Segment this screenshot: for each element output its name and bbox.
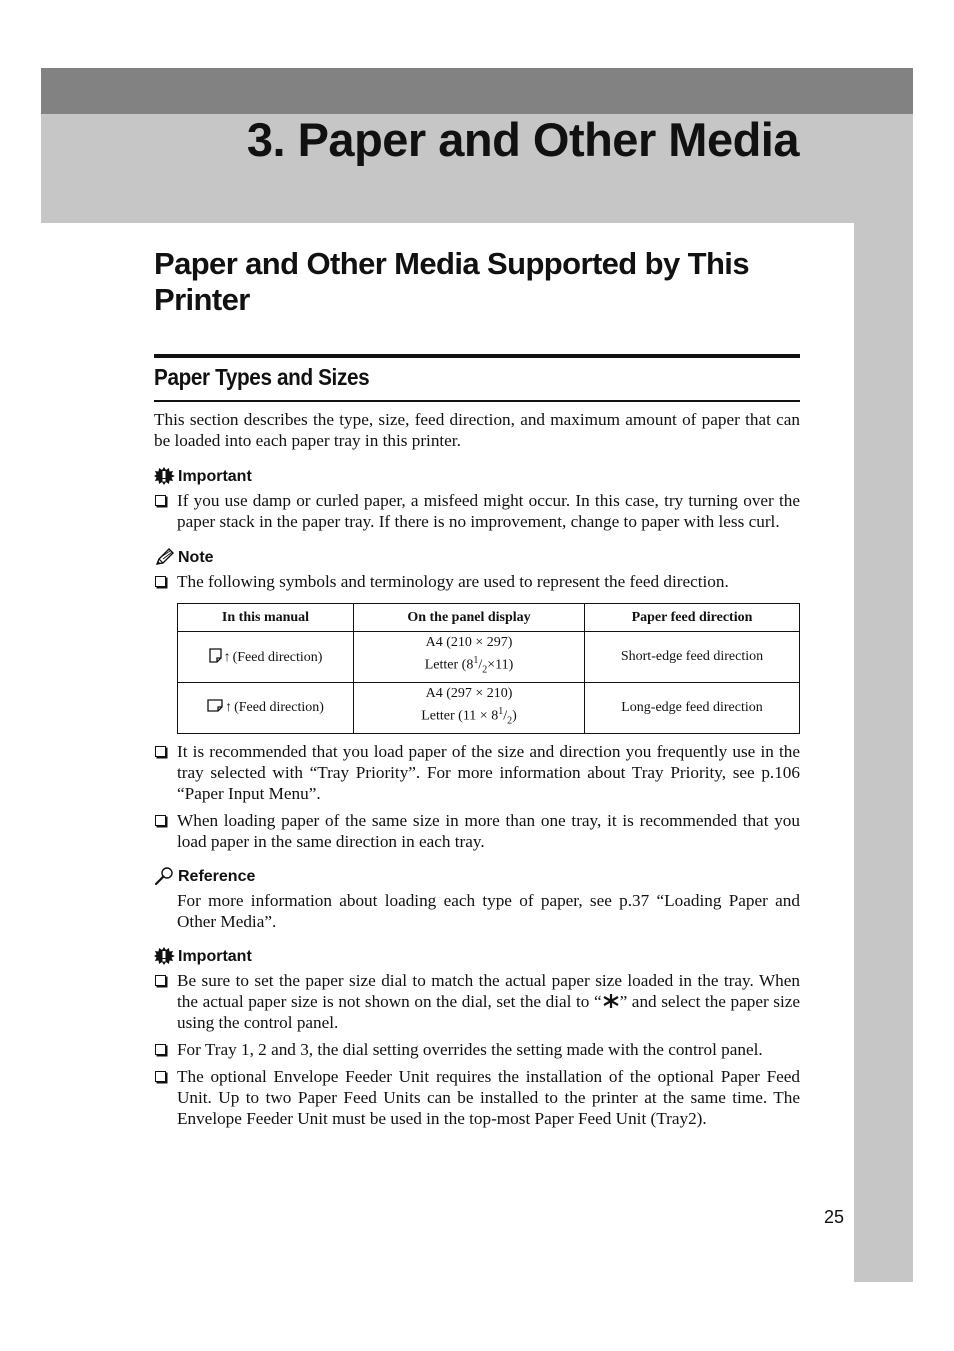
- list-item: The following symbols and terminology are used to represent the feed direction.: [154, 571, 800, 592]
- chapter-title: 3. Paper and Other Media: [246, 113, 799, 166]
- note-label: [154, 547, 800, 567]
- checkbox-bullet-icon: [155, 975, 166, 986]
- note-label-text: Note: [178, 548, 214, 566]
- table-cell-direction: Short-edge feed direction: [585, 632, 800, 683]
- important-icon: [154, 466, 176, 486]
- section-title: Paper and Other Media Supported by This Printer: [154, 246, 749, 317]
- reference-label: [154, 866, 800, 886]
- table-row: [178, 632, 800, 683]
- landscape-sheet-icon: [207, 700, 223, 715]
- list-item: It is recommended that you load paper of the size and direction you frequently use in the tray selected with “Tray Priority”. For more information about Tray Priority, see p.106 “Paper Input Menu”.: [154, 741, 800, 804]
- page-content: [154, 409, 800, 1129]
- note-list-continued: [154, 741, 800, 852]
- note-list: [154, 571, 800, 592]
- list-item: Be sure to set the paper size dial to match the actual paper size loaded in the tray. When the actual paper size is not shown on the dial, set the dial to “ ” and select the paper size using the control panel.: [154, 970, 800, 1033]
- page-number: 25: [824, 1207, 845, 1227]
- list-item: The optional Envelope Feeder Unit requires the installation of the optional Paper Feed Unit. Up to two Paper Feed Units can be installed to the printer at the same time. The Envelope Feeder Unit must be used in the top-most Paper Feed Unit (Tray2).: [154, 1066, 800, 1129]
- feed-arrow-icon: ↑: [225, 700, 233, 715]
- feed-direction-table: [177, 603, 800, 734]
- table-cell-panel: A4 (210 × 297) Letter $(8^1/_2\times 11)$: [354, 632, 585, 683]
- list-item: If you use damp or curled paper, a misfeed might occur. In this case, try turning over the paper stack in the paper tray. If there is no improvement, change to paper with less curl.: [154, 490, 800, 532]
- checkbox-bullet-icon: [155, 1071, 166, 1082]
- important-label: [154, 946, 800, 966]
- table-row: [178, 683, 800, 734]
- table-header: In this manual: [178, 604, 354, 632]
- table-cell-panel: A4 (297 × 210) Letter $(11 \times 8^1/_2)$: [354, 683, 585, 734]
- reference-label-text: Reference: [178, 867, 256, 885]
- table-cell-direction: Long-edge feed direction: [585, 683, 800, 734]
- important-list: [154, 490, 800, 532]
- checkbox-bullet-icon: [155, 576, 166, 587]
- important-label: [154, 466, 800, 486]
- subsection-rule: [154, 400, 800, 402]
- chapter-band-dark: [41, 68, 913, 114]
- feed-arrow-icon: ↑: [223, 649, 231, 665]
- magnifier-icon: [154, 866, 176, 886]
- list-item: For Tray 1, 2 and 3, the dial setting overrides the setting made with the control panel.: [154, 1039, 800, 1060]
- checkbox-bullet-icon: [155, 746, 166, 757]
- asterisk-dial-icon: [602, 992, 620, 1011]
- table-cell-manual: ↑ (Feed direction): [178, 632, 354, 683]
- table-header: On the panel display: [354, 604, 585, 632]
- important-label-text: Important: [178, 947, 252, 965]
- subsection-title: Paper Types and Sizes: [154, 364, 370, 390]
- list-item: When loading paper of the same size in more than one tray, it is recommended that you load paper in the same direction in each tray.: [154, 810, 800, 852]
- checkbox-bullet-icon: [155, 495, 166, 506]
- important-label-text: Important: [178, 467, 252, 485]
- side-margin-band: [854, 223, 913, 1282]
- checkbox-bullet-icon: [155, 815, 166, 826]
- important-icon: [154, 946, 176, 966]
- portrait-sheet-icon: [209, 650, 222, 665]
- reference-text: For more information about loading each type of paper, see p.37 “Loading Paper and Other Media”.: [177, 891, 800, 931]
- section-rule: [154, 354, 800, 358]
- checkbox-bullet-icon: [155, 1044, 166, 1055]
- important-list-2: [154, 970, 800, 1129]
- table-cell-manual: ↑ (Feed direction): [178, 683, 354, 734]
- pencil-icon: [154, 547, 176, 567]
- table-header-row: [178, 604, 800, 632]
- table-header: Paper feed direction: [585, 604, 800, 632]
- intro-paragraph: This section describes the type, size, feed direction, and maximum amount of paper that can be loaded into each paper tray in this printer.: [154, 410, 800, 450]
